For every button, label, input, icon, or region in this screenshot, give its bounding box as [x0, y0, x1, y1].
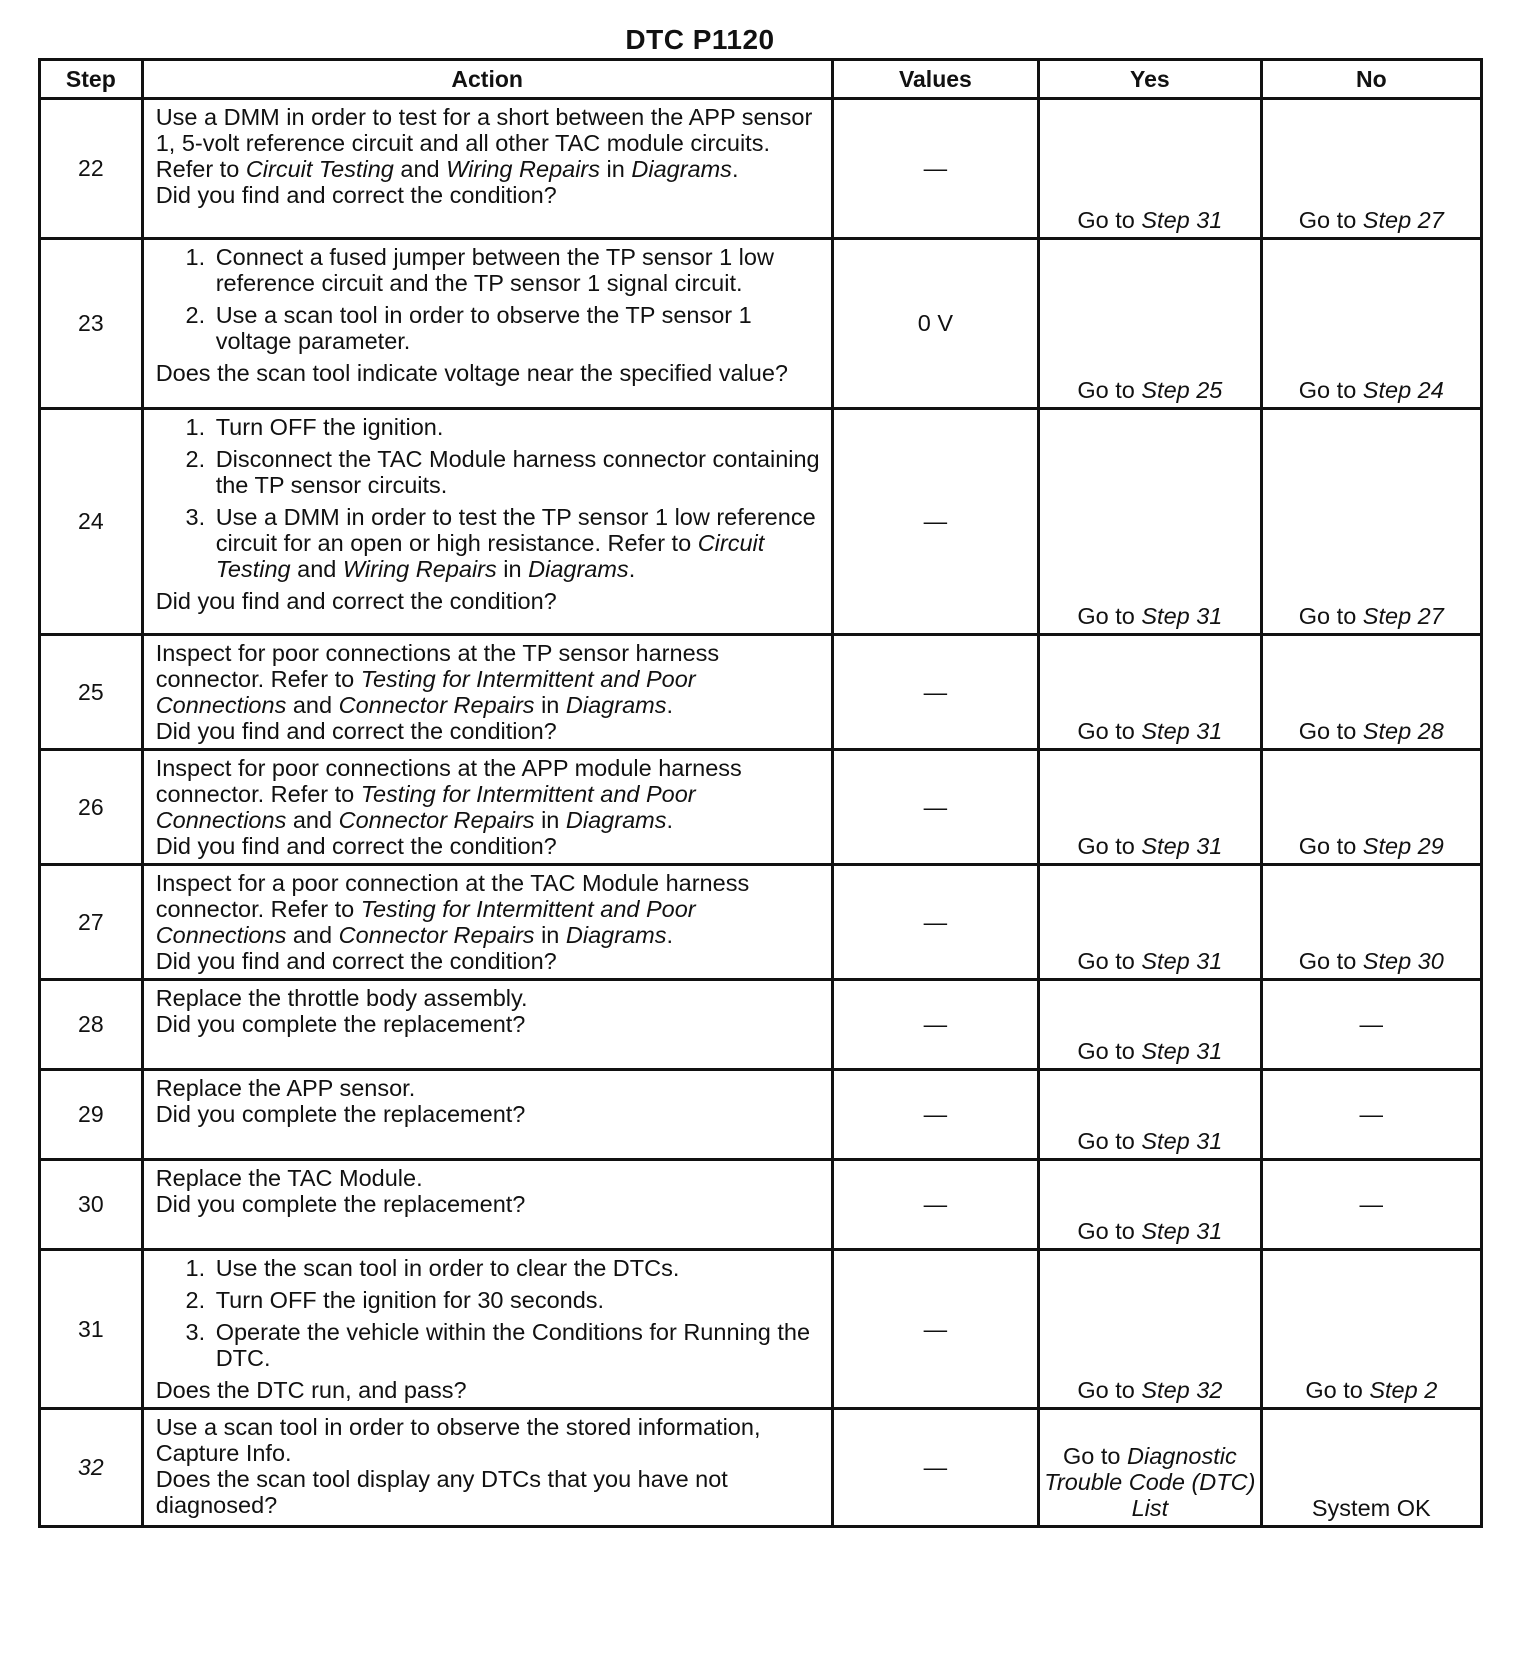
action-cell — [142, 1250, 832, 1409]
step-link: Step 31 — [1141, 1128, 1223, 1154]
header-step: Step — [40, 60, 143, 99]
action-cell — [142, 409, 832, 635]
value-cell: — — [832, 865, 1038, 980]
value-cell: — — [832, 635, 1038, 750]
action-cell — [142, 980, 832, 1070]
step-link: Step 24 — [1362, 377, 1444, 403]
action-steps-list — [156, 414, 821, 588]
step-number: 28 — [40, 980, 143, 1070]
header-values: Values — [832, 60, 1038, 99]
table-row — [40, 980, 1482, 1070]
list-item: 3. Use a DMM in order to test the TP sensor 1 low reference circuit for an open or high resistance. Refer to Circuit Testing and Wiring Repairs in Diagrams. — [212, 504, 821, 582]
step-link: Step 31 — [1141, 948, 1223, 974]
table-row — [40, 750, 1482, 865]
step-link: Step 31 — [1141, 1218, 1223, 1244]
value-cell: — — [832, 1160, 1038, 1250]
list-item: 2. Use a scan tool in order to observe the TP sensor 1 voltage parameter. — [212, 302, 821, 354]
list-item: 1. Use the scan tool in order to clear the DTCs. — [212, 1255, 821, 1281]
question-text: Did you complete the replacement? — [155, 1191, 526, 1217]
diagnostic-table — [38, 58, 1483, 1528]
step-number: 26 — [40, 750, 143, 865]
action-cell — [142, 635, 832, 750]
no-cell: Go to Step 30 — [1261, 865, 1481, 980]
question-text: Does the DTC run, and pass? — [155, 1377, 467, 1403]
step-number: 22 — [40, 99, 143, 239]
action-text: Inspect for a poor connection at the TAC Module harness connector. Refer to Testing for Intermittent and Poor Connections and Connector Repairs in Diagrams. — [155, 870, 750, 948]
action-steps-list — [156, 1255, 821, 1377]
yes-cell: Go to Step 31 — [1039, 635, 1262, 750]
step-link: Step 31 — [1141, 718, 1223, 744]
action-text: Use a scan tool in order to observe the stored information, Capture Info. — [155, 1414, 761, 1466]
question-text: Did you complete the replacement? — [155, 1101, 526, 1127]
action-cell — [142, 239, 832, 409]
step-link: Step 32 — [1141, 1377, 1223, 1403]
value-cell: — — [832, 99, 1038, 239]
question-text: Does the scan tool display any DTCs that you have not diagnosed? — [155, 1466, 728, 1518]
list-item: 3. Operate the vehicle within the Conditions for Running the DTC. — [212, 1319, 821, 1371]
step-number: 25 — [40, 635, 143, 750]
step-number: 31 — [40, 1250, 143, 1409]
action-text: Replace the throttle body assembly. — [155, 985, 528, 1011]
yes-cell: Go to Step 31 — [1039, 980, 1262, 1070]
step-number: 32 — [40, 1409, 143, 1527]
step-link: Step 27 — [1362, 603, 1444, 629]
step-link: Step 30 — [1362, 948, 1444, 974]
step-number: 30 — [40, 1160, 143, 1250]
yes-cell: Go to Step 31 — [1039, 99, 1262, 239]
step-link: Step 31 — [1141, 603, 1223, 629]
no-cell: Go to Step 27 — [1261, 409, 1481, 635]
yes-cell: Go to Step 31 — [1039, 1070, 1262, 1160]
no-cell: Go to Step 29 — [1261, 750, 1481, 865]
step-link: Step 31 — [1141, 207, 1223, 233]
yes-cell: Go to Step 31 — [1039, 750, 1262, 865]
value-cell: — — [832, 1250, 1038, 1409]
no-cell: — — [1261, 1070, 1481, 1160]
question-text: Did you find and correct the condition? — [155, 588, 557, 614]
value-cell: — — [832, 1409, 1038, 1527]
yes-cell: Go to Step 31 — [1039, 1160, 1262, 1250]
question-text: Does the scan tool indicate voltage near the specified value? — [155, 360, 788, 386]
no-cell: Go to Step 28 — [1261, 635, 1481, 750]
value-cell: 0 V — [832, 239, 1038, 409]
step-number: 24 — [40, 409, 143, 635]
action-text: Use a DMM in order to test for a short between the APP sensor 1, 5-volt reference circuit and all other TAC module circuits. Refer to Circuit Testing and Wiring Repairs in Diagrams. — [155, 104, 813, 182]
no-cell: Go to Step 2 — [1261, 1250, 1481, 1409]
yes-cell: Go to Step 25 — [1039, 239, 1262, 409]
action-text: Inspect for poor connections at the APP module harness connector. Refer to Testing for Intermittent and Poor Connections and Connector Repairs in Diagrams. — [155, 755, 742, 833]
table-row — [40, 635, 1482, 750]
header-yes: Yes — [1039, 60, 1262, 99]
step-number: 23 — [40, 239, 143, 409]
action-cell — [142, 750, 832, 865]
table-row — [40, 865, 1482, 980]
step-link: Step 2 — [1369, 1377, 1438, 1403]
step-link: Diagnostic Trouble Code (DTC) List — [1044, 1443, 1256, 1521]
action-cell — [142, 1160, 832, 1250]
step-link: Step 25 — [1141, 377, 1223, 403]
list-item: 1. Connect a fused jumper between the TP sensor 1 low reference circuit and the TP sensor 1 signal circuit. — [212, 244, 821, 296]
table-row — [40, 1250, 1482, 1409]
action-cell — [142, 1409, 832, 1527]
step-link: Step 31 — [1141, 833, 1223, 859]
question-text: Did you find and correct the condition? — [155, 718, 557, 744]
value-cell: — — [832, 409, 1038, 635]
step-link: Step 28 — [1362, 718, 1444, 744]
value-cell: — — [832, 1070, 1038, 1160]
step-link: Step 29 — [1362, 833, 1444, 859]
action-text: Replace the APP sensor. — [155, 1075, 416, 1101]
value-cell: — — [832, 980, 1038, 1070]
step-link: Step 27 — [1362, 207, 1444, 233]
yes-cell: Go to Step 32 — [1039, 1250, 1262, 1409]
page-title: DTC P1120 — [625, 24, 775, 55]
step-link: Step 31 — [1141, 1038, 1223, 1064]
no-cell: Go to Step 27 — [1261, 99, 1481, 239]
no-cell: Go to Step 24 — [1261, 239, 1481, 409]
action-cell — [142, 865, 832, 980]
action-cell — [142, 1070, 832, 1160]
list-item: 2. Disconnect the TAC Module harness connector containing the TP sensor circuits. — [212, 446, 821, 498]
header-row — [40, 60, 1482, 99]
step-number: 27 — [40, 865, 143, 980]
no-cell: System OK — [1261, 1409, 1481, 1527]
action-steps-list — [156, 244, 821, 360]
header-no: No — [1261, 60, 1481, 99]
table-row — [40, 1160, 1482, 1250]
table-row — [40, 239, 1482, 409]
no-cell: — — [1261, 1160, 1481, 1250]
table-row — [40, 99, 1482, 239]
action-text: Replace the TAC Module. — [155, 1165, 423, 1191]
value-cell: — — [832, 750, 1038, 865]
question-text: Did you complete the replacement? — [155, 1011, 526, 1037]
yes-cell: Go to Step 31 — [1039, 409, 1262, 635]
table-row — [40, 1409, 1482, 1527]
question-text: Did you find and correct the condition? — [155, 182, 557, 208]
list-item: 1. Turn OFF the ignition. — [212, 414, 821, 440]
list-item: 2. Turn OFF the ignition for 30 seconds. — [212, 1287, 821, 1313]
action-text: Inspect for poor connections at the TP sensor harness connector. Refer to Testing for Intermittent and Poor Connections and Connector Repairs in Diagrams. — [155, 640, 720, 718]
yes-cell: Go to Diagnostic Trouble Code (DTC) List — [1039, 1409, 1262, 1527]
header-action: Action — [142, 60, 832, 99]
question-text: Did you find and correct the condition? — [155, 833, 557, 859]
table-row — [40, 409, 1482, 635]
action-cell — [142, 99, 832, 239]
step-number: 29 — [40, 1070, 143, 1160]
table-row — [40, 1070, 1482, 1160]
question-text: Did you find and correct the condition? — [155, 948, 557, 974]
no-cell: — — [1261, 980, 1481, 1070]
yes-cell: Go to Step 31 — [1039, 865, 1262, 980]
